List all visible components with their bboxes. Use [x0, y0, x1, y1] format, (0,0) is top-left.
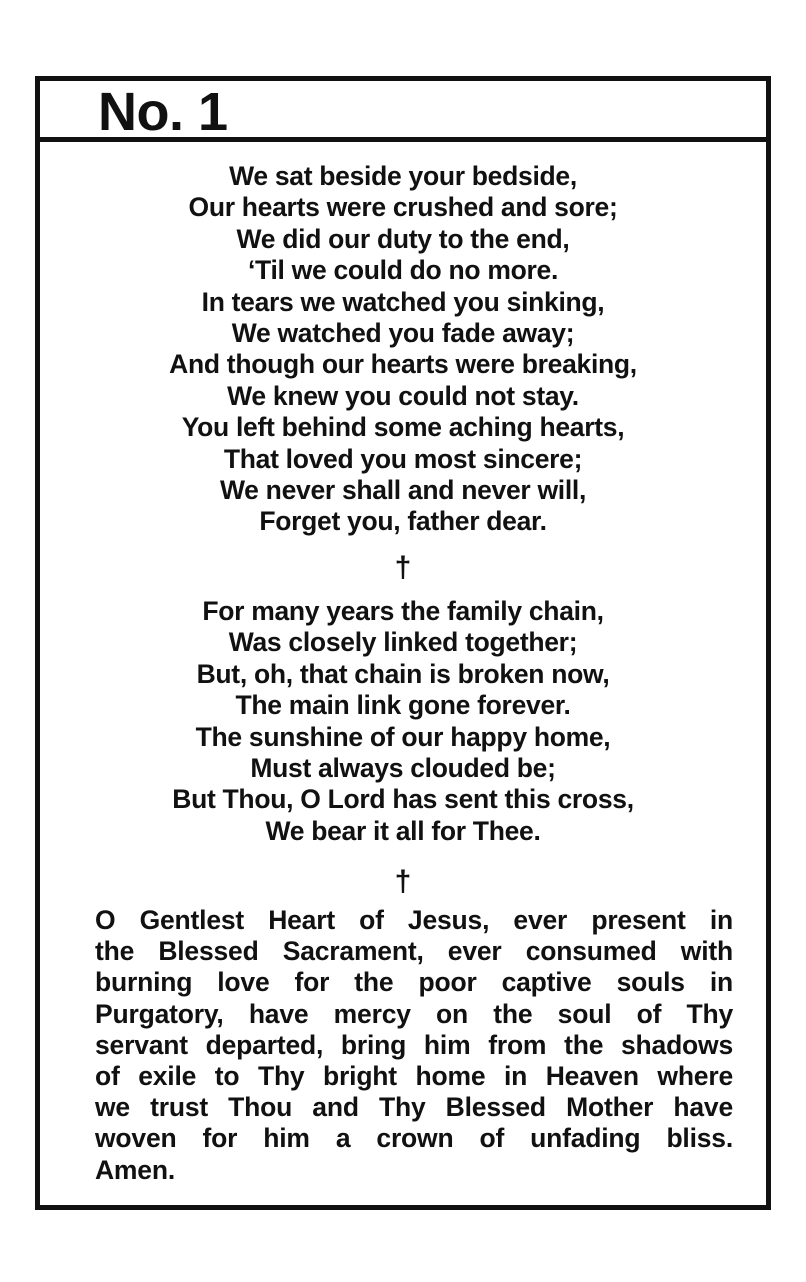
verse-one [40, 161, 766, 538]
verse-line: That loved you most sincere; [223, 443, 583, 474]
card-title: No. 1 [98, 82, 228, 142]
verse-line: We did our duty to the end, [236, 223, 570, 254]
verse-line: The sunshine of our happy home, [195, 721, 611, 752]
verse-line: We sat beside your bedside, [229, 161, 577, 191]
prayer-line: Amen. [95, 1154, 175, 1185]
prayer-line: we trust Thou and Thy Blessed Mother have [95, 1092, 733, 1123]
verse-line: In tears we watched you sinking, [201, 286, 605, 317]
verse-line: And though our hearts were breaking, [169, 349, 637, 380]
cross-icon: † [394, 865, 412, 898]
prayer-line: O Gentlest Heart of Jesus, ever present in [95, 905, 733, 935]
prayer-line: Purgatory, have mercy on the soul of Thy [95, 998, 733, 1029]
verse-line: But, oh, that chain is broken now, [196, 658, 610, 689]
verse-line: Our hearts were crushed and sore; [188, 192, 618, 223]
verse-line: Must always clouded be; [250, 753, 556, 784]
prayer-line: burning love for the poor captive souls in [95, 967, 733, 998]
verse-line: Was closely linked together; [228, 627, 578, 658]
verse-line: We bear it all for Thee. [265, 815, 541, 846]
verse-line: For many years the family chain, [202, 596, 604, 626]
verse-line: Forget you, father dear. [259, 506, 547, 537]
prayer-line: of exile to Thy bright home in Heaven where [95, 1061, 733, 1092]
verse-line: We never shall and never will, [219, 475, 587, 506]
prayer-paragraph [95, 905, 733, 1186]
cross-icon: † [394, 551, 412, 584]
verse-two [40, 596, 766, 847]
prayer-line: servant departed, bring him from the shadows [95, 1029, 733, 1060]
verse-line: We watched you fade away; [231, 318, 575, 349]
verse-line: We knew you could not stay. [227, 380, 579, 411]
title-bar [40, 81, 766, 142]
verse-line: You left behind some aching hearts, [181, 412, 625, 443]
prayer-line: woven for him a crown of unfading bliss. [95, 1123, 733, 1154]
prayer-card [35, 76, 771, 1210]
verse-line: The main link gone forever. [235, 690, 571, 721]
verse-line: But Thou, O Lord has sent this cross, [172, 784, 634, 815]
prayer-line: the Blessed Sacrament, ever consumed with [95, 936, 733, 967]
verse-line: ‘Til we could do no more. [247, 255, 559, 286]
